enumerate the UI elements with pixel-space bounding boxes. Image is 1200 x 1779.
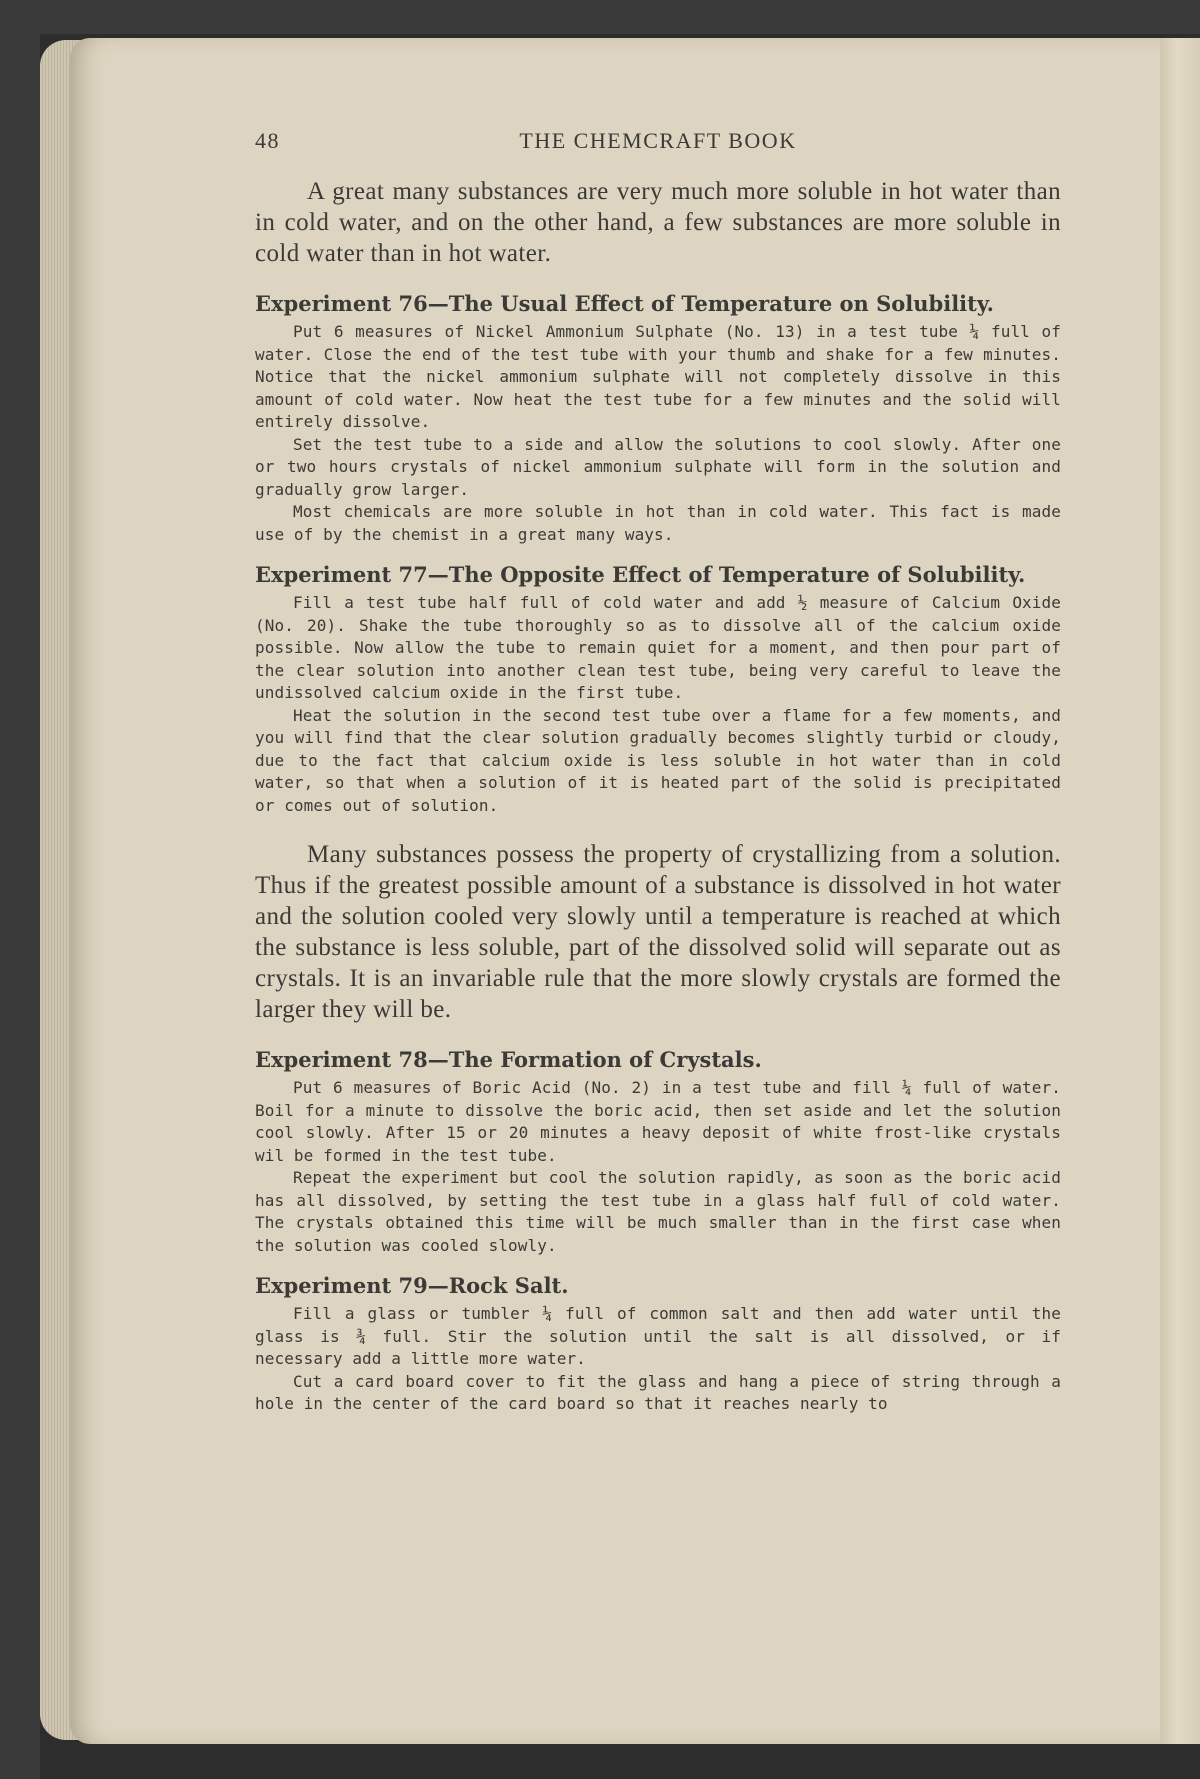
experiment-79-paragraph: Fill a glass or tumbler ¼ full of common salt and then add water until the glass is ¾ full. Stir the solution until the salt is all dissolved, or if necessary add a little more water. <box>255 1304 1061 1368</box>
experiment-78-heading: Experiment 78—The Formation of Crystals. <box>255 1047 762 1072</box>
experiment-76-paragraph: Most chemicals are more soluble in hot than in cold water. This fact is made use of by the chemist in a great many ways. <box>255 502 1061 544</box>
facing-page-edge <box>1160 38 1200 1744</box>
page-number: 48 <box>255 128 280 153</box>
experiment-78-paragraph: Put 6 measures of Boric Acid (No. 2) in a test tube and fill ¼ full of water. Boil for a minute to dissolve the boric acid, then set aside and let the solution cool slowly. After 15 or 20 minutes a heavy deposit of white frost-like crystals wil be formed in the test tube. <box>255 1078 1061 1165</box>
experiment-77-paragraph: Fill a test tube half full of cold water and add ½ measure of Calcium Oxide (No. 20). Shake the tube thoroughly so as to dissolve all of the calcium oxide possible. Now allow the tube to remain quiet for a moment, and then pour part of the clear solution into another clean test tube, being very careful to leave the undissolved calcium oxide in the first tube. <box>255 593 1061 702</box>
crystallizing-paragraph: Many substances possess the property of crystallizing from a solution. Thus if the greatest possible amount of a substance is dissolved in hot water and the solution cooled very slowly until a temperature is reached at which the substance is less soluble, part of the dissolved solid will separate out as crystals. It is an invariable rule that the more slowly crystals are formed the larger they will be. <box>255 841 1061 1023</box>
experiment-77-paragraph: Heat the solution in the second test tube over a flame for a few moments, and you will find that the clear solution gradually becomes slightly turbid or cloudy, due to the fact that calcium oxide is less soluble in hot water than in cold water, so that when a solution of it is heated part of the solid is precipitated or comes out of solution. <box>255 705 1061 815</box>
experiment-79-paragraph: Cut a card board cover to fit the glass and hang a piece of string through a hole in the center of the card board so that it reaches nearly to <box>255 1371 1061 1413</box>
experiment-76-paragraph: Set the test tube to a side and allow the solutions to cool slowly. After one or two hours crystals of nickel ammonium sulphate will form in the solution and gradually grow larger. <box>255 434 1061 499</box>
experiment-77-heading: Experiment 77—The Opposite Effect of Temperature of Solubility. <box>255 562 1026 587</box>
page-content <box>255 128 1061 1416</box>
running-head <box>255 128 1061 162</box>
experiment-76-paragraph: Put 6 measures of Nickel Ammonium Sulphate (No. 13) in a test tube ¼ full of water. Close the end of the test tube with your thumb and shake for a few minutes. Notice that the nickel ammonium sulphate will not completely dissolve in this amount of cold water. Now heat the test tube for a few minutes and the solid will entirely dissolve. <box>255 322 1061 431</box>
experiment-79-heading: Experiment 79—Rock Salt. <box>255 1273 569 1298</box>
intro-paragraph: A great many substances are very much more soluble in hot water than in cold water, and on the other hand, a few substances are more soluble in cold water than in hot water. <box>255 178 1061 267</box>
running-title: THE CHEMCRAFT BOOK <box>519 128 797 153</box>
experiment-76-heading: Experiment 76—The Usual Effect of Temperature on Solubility. <box>255 291 994 316</box>
experiment-78-paragraph: Repeat the experiment but cool the solution rapidly, as soon as the boric acid has all dissolved, by setting the test tube in a glass half full of cold water. The crystals obtained this time will be much smaller than in the first case when the solution was cooled slowly. <box>255 1168 1061 1255</box>
